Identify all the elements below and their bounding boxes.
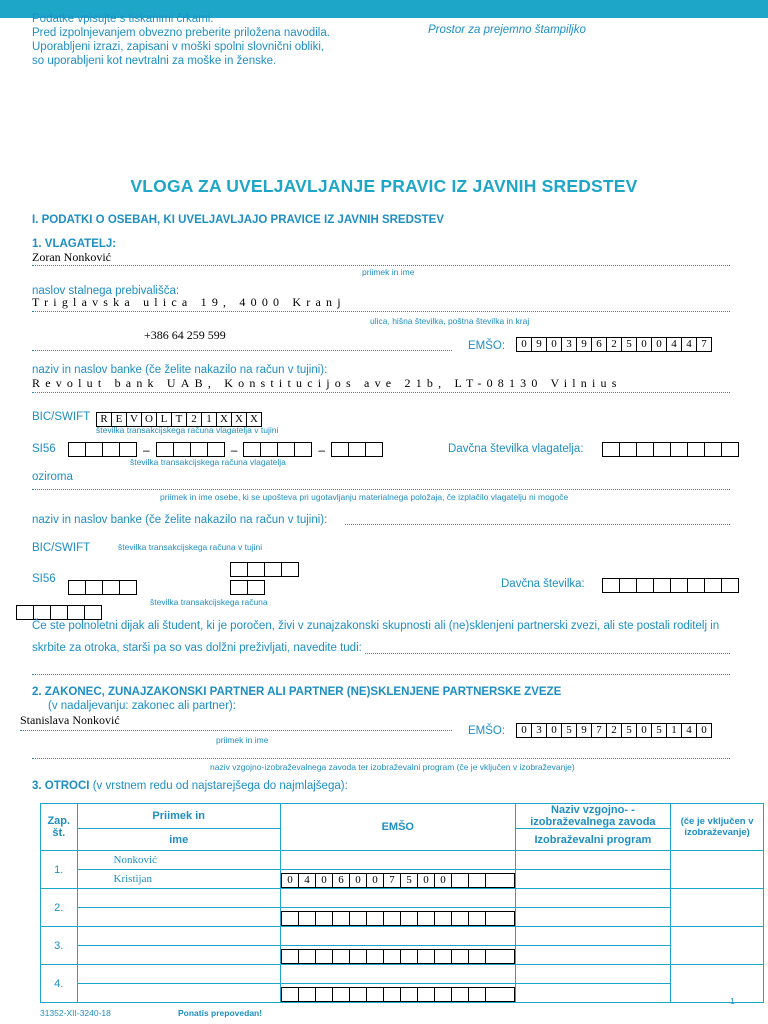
- child-program[interactable]: [515, 908, 670, 927]
- other-person-hint: priimek in ime osebe, ki se upošteva pri ugotavljanju materialnega položaja, če izplačilo vlagatelju ni mogoče: [160, 492, 569, 502]
- box-cell: 0: [282, 874, 299, 887]
- child-name[interactable]: [77, 984, 280, 1003]
- student-note-line1: Če ste polnoletni dijak ali študent, ki je poročen, živi v zunajzakonski skupnosti ali (ne)sklenjeni partnerski zvezi, ali ste postali roditelj in: [32, 620, 720, 632]
- child-school[interactable]: [515, 851, 670, 870]
- child-number: 3.: [41, 927, 78, 965]
- box-cell: [282, 912, 299, 925]
- child-enrolled[interactable]: [671, 889, 764, 927]
- si56-hint: številka transakcijskega računa vlagatelja: [130, 457, 286, 467]
- student-note-line2: skrbite za otroka, starši pa so vas dolžni preživljati, navedite tudi:: [32, 642, 362, 654]
- address-field[interactable]: Triglavska ulica 19, 4000 Kranj: [32, 295, 346, 309]
- si56-block-3[interactable]: [243, 442, 312, 457]
- si56-block-4[interactable]: [331, 442, 383, 457]
- section3-heading-sub: (v vrstnem redu od najstarejšega do najmlajšega):: [92, 780, 348, 792]
- box-cell: [435, 988, 452, 1001]
- col-ime: ime: [77, 829, 280, 851]
- box-cell: [333, 988, 350, 1001]
- box-cell: L: [157, 413, 172, 426]
- box-cell: 0: [637, 724, 652, 737]
- child-school[interactable]: [515, 965, 670, 984]
- box-cell: 7: [701, 338, 707, 350]
- section3-heading-row: [32, 780, 348, 792]
- child-emso-top: [280, 965, 515, 984]
- bank-label: naziv in naslov banke (če želite nakazilo na račun v tujini):: [32, 364, 328, 376]
- box-cell: [384, 912, 401, 925]
- box-cell: [384, 988, 401, 1001]
- box-cell: [486, 988, 502, 1001]
- box-cell: [401, 988, 418, 1001]
- box-cell: 0: [547, 724, 562, 737]
- child-emso-boxes[interactable]: [281, 911, 515, 926]
- child-emso-top: [280, 851, 515, 870]
- phone-field[interactable]: +386 64 259 599: [144, 328, 226, 342]
- section1-heading: I. PODATKI O OSEBAH, KI UVELJAVLJAJO PRAVICE IZ JAVNIH SREDSTEV: [32, 214, 444, 226]
- child-program[interactable]: [515, 870, 670, 889]
- child-emso-boxes[interactable]: [281, 987, 515, 1002]
- child-school[interactable]: [515, 889, 670, 908]
- box-cell: [435, 950, 452, 963]
- bank-line: [32, 392, 730, 393]
- box-cell: 1: [202, 413, 217, 426]
- other-person-line[interactable]: [32, 489, 730, 490]
- box-cell: [316, 988, 333, 1001]
- address-label: naslov stalnega prebivališča:: [32, 285, 180, 297]
- bic-hint-2: številka transakcijskega računa v tujini: [118, 542, 263, 552]
- box-cell: 0: [652, 338, 667, 351]
- box-cell: V: [127, 413, 142, 426]
- child-row-lower: [41, 984, 764, 1003]
- box-cell: [333, 950, 350, 963]
- box-cell: X: [217, 413, 232, 426]
- box-cell: [435, 912, 452, 925]
- child-surname[interactable]: [77, 889, 280, 908]
- partner-emso-boxes[interactable]: [516, 723, 712, 738]
- child-row: [41, 927, 764, 946]
- box-cell: 4: [682, 338, 697, 351]
- child-surname[interactable]: Nonković: [77, 851, 280, 870]
- box-cell: 7: [592, 724, 607, 737]
- box-cell: 4: [299, 874, 316, 887]
- bic-label-2: BIC/SWIFT: [32, 542, 91, 554]
- box-cell: [469, 988, 486, 1001]
- stamp-area-label: Prostor za prejemno štampiljko: [428, 24, 586, 36]
- applicant-name-line: [32, 265, 730, 266]
- section2-sub: (v nadaljevanju: zakonec ali partner):: [48, 700, 236, 712]
- box-cell: 0: [435, 874, 452, 887]
- si56-separator: –: [230, 442, 238, 457]
- box-cell: [350, 950, 367, 963]
- box-cell: 0: [517, 338, 532, 351]
- reprint-notice: Ponatis prepovedan!: [178, 1008, 263, 1018]
- box-cell: [282, 950, 299, 963]
- box-cell: [452, 988, 469, 1001]
- si56-separator: –: [143, 442, 150, 457]
- partner-name-line: [20, 730, 452, 731]
- box-cell: [316, 912, 333, 925]
- col-vkljucen: (če je vključen v izobraževanje): [671, 804, 764, 851]
- child-program[interactable]: [515, 984, 670, 1003]
- child-row-lower: [41, 870, 764, 889]
- child-emso-boxes[interactable]: [281, 949, 515, 964]
- box-cell: [401, 950, 418, 963]
- box-cell: [367, 912, 384, 925]
- box-cell: [469, 950, 486, 963]
- col-zap: Zap. št.: [41, 804, 78, 851]
- box-cell: [401, 912, 418, 925]
- box-cell: 2: [187, 413, 202, 426]
- child-name[interactable]: Kristijan: [77, 870, 280, 889]
- partner-emso-label: EMŠO:: [468, 725, 506, 737]
- box-cell: E: [112, 413, 127, 426]
- bic-hint: številka transakcijskega računa vlagatelja v tujini: [96, 425, 279, 435]
- box-cell: [452, 874, 469, 887]
- child-name[interactable]: [77, 946, 280, 965]
- partner-name-hint: priimek in ime: [216, 735, 269, 745]
- applicant-emso-label: EMŠO:: [468, 340, 506, 352]
- child-program[interactable]: [515, 946, 670, 965]
- box-cell: [350, 912, 367, 925]
- box-cell: [299, 988, 316, 1001]
- si56-hint-2: številka transakcijskega računa: [150, 597, 268, 607]
- tax-label-2: Davčna številka:: [501, 578, 585, 590]
- box-cell: 9: [577, 338, 592, 351]
- oziroma-label: oziroma: [32, 471, 73, 483]
- si56-2-block-c[interactable]: [230, 580, 265, 595]
- applicant-name-hint: priimek in ime: [362, 267, 415, 277]
- si56-2-block-d[interactable]: [16, 605, 102, 620]
- box-cell: 7: [384, 874, 401, 887]
- box-cell: 0: [316, 874, 333, 887]
- child-emso-boxes[interactable]: [281, 873, 515, 888]
- address-hint: ulica, hišna številka, poštna številka in kraj: [370, 316, 530, 326]
- box-cell: [367, 950, 384, 963]
- page-number: 1: [730, 996, 735, 1006]
- partner-school-line[interactable]: [32, 758, 730, 759]
- box-cell: [486, 950, 502, 963]
- applicant-emso-boxes[interactable]: [516, 337, 712, 352]
- tax-boxes-2[interactable]: [602, 578, 739, 593]
- box-cell: 6: [333, 874, 350, 887]
- box-cell: 5: [401, 874, 418, 887]
- si56-block-1[interactable]: [68, 442, 137, 457]
- box-cell: 0: [418, 874, 435, 887]
- child-surname[interactable]: [77, 965, 280, 984]
- box-cell: X: [232, 413, 247, 426]
- box-cell: 3: [562, 338, 577, 351]
- child-number: 2.: [41, 889, 78, 927]
- box-cell: 1: [667, 724, 682, 737]
- box-cell: 0: [547, 338, 562, 351]
- box-cell: 0: [350, 874, 367, 887]
- box-cell: O: [142, 413, 157, 426]
- child-surname[interactable]: [77, 927, 280, 946]
- section2-heading: 2. ZAKONEC, ZUNAJZAKONSKI PARTNER ALI PARTNER (NE)SKLENJENE PARTNERSKE ZVEZE: [32, 686, 562, 698]
- box-cell: 2: [607, 338, 622, 351]
- box-cell: [452, 950, 469, 963]
- child-enrolled[interactable]: [671, 927, 764, 965]
- si56-block-2[interactable]: [156, 442, 225, 457]
- children-table: [40, 803, 764, 1003]
- box-cell: 0: [637, 338, 652, 351]
- bank-line-2[interactable]: [345, 524, 730, 525]
- student-fill-line-1[interactable]: [365, 653, 730, 654]
- child-row: [41, 889, 764, 908]
- child-emso-top: [280, 927, 515, 946]
- box-cell: 0: [701, 724, 707, 736]
- box-cell: [469, 874, 486, 887]
- section3-heading: 3. OTROCI: [32, 780, 90, 792]
- box-cell: [367, 988, 384, 1001]
- child-row-lower: [41, 946, 764, 965]
- col-program: Izobraževalni program: [515, 829, 670, 851]
- bic-label: BIC/SWIFT: [32, 411, 91, 423]
- box-cell: [486, 874, 502, 887]
- box-cell: 2: [607, 724, 622, 737]
- box-cell: [282, 988, 299, 1001]
- child-enrolled[interactable]: [671, 965, 764, 1003]
- box-cell: T: [172, 413, 187, 426]
- box-cell: 5: [622, 338, 637, 351]
- child-number: 1.: [41, 851, 78, 889]
- box-cell: [469, 912, 486, 925]
- si56-2-block-a[interactable]: [230, 562, 299, 577]
- form-title: VLOGA ZA UVELJAVLJANJE PRAVIC IZ JAVNIH SREDSTEV: [130, 176, 638, 196]
- box-cell: [486, 912, 502, 925]
- box-cell: [418, 912, 435, 925]
- partner-name-field[interactable]: Stanislava Nonković: [20, 713, 120, 727]
- applicant-name-field[interactable]: Zoran Nonković: [32, 250, 111, 264]
- box-cell: 5: [562, 724, 577, 737]
- child-school[interactable]: [515, 927, 670, 946]
- box-cell: 6: [592, 338, 607, 351]
- box-cell: 9: [577, 724, 592, 737]
- applicant-heading: 1. VLAGATELJ:: [32, 238, 117, 250]
- col-emso: EMŠO: [280, 804, 515, 851]
- address-line: [32, 311, 730, 312]
- box-cell: [316, 950, 333, 963]
- box-cell: 0: [517, 724, 532, 737]
- intro-instructions: Podatke vpisujte s tiskanimi črkami. Pred izpolnjevanjem obvezno preberite priložena navodila. Uporabljeni izrazi, zapisani v moški spolni slovnični obliki, so uporabljeni kot nevtralni za moške in ženske.: [32, 13, 330, 67]
- col-priimek: Priimek in: [77, 804, 280, 829]
- box-cell: [452, 912, 469, 925]
- si56-2-block-b[interactable]: [68, 580, 137, 595]
- si56-label-2: SI56: [32, 573, 56, 585]
- si56-label: SI56: [32, 443, 56, 455]
- child-row: [41, 851, 764, 870]
- box-cell: 4: [667, 338, 682, 351]
- child-row-lower: [41, 908, 764, 927]
- bank-field[interactable]: Revolut bank UAB, Konstitucijos ave 21b, LT-08130 Vilnius: [32, 376, 622, 390]
- child-enrolled[interactable]: [671, 851, 764, 889]
- child-name[interactable]: [77, 908, 280, 927]
- bank-label-2: naziv in naslov banke (če želite nakazilo na račun v tujini):: [32, 514, 328, 526]
- child-row: [41, 965, 764, 984]
- si56-separator: –: [318, 442, 326, 457]
- box-cell: 5: [622, 724, 637, 737]
- box-cell: 9: [532, 338, 547, 351]
- student-fill-line-2[interactable]: [32, 674, 730, 675]
- box-cell: 0: [367, 874, 384, 887]
- box-cell: [350, 988, 367, 1001]
- applicant-tax-boxes[interactable]: [602, 442, 739, 457]
- box-cell: R: [97, 413, 112, 426]
- box-cell: [333, 912, 350, 925]
- box-cell: X: [250, 413, 258, 425]
- box-cell: [299, 950, 316, 963]
- phone-line: [32, 350, 452, 351]
- box-cell: [299, 912, 316, 925]
- col-zavod: Naziv vzgojno- -izobraževalnega zavoda: [515, 804, 670, 829]
- partner-school-hint: naziv vzgojno-izobraževalnega zavoda ter izobraževalni program (če je vključen v izobraževanje): [210, 762, 575, 772]
- child-number: 4.: [41, 965, 78, 1003]
- box-cell: [384, 950, 401, 963]
- box-cell: [418, 950, 435, 963]
- child-emso-top: [280, 889, 515, 908]
- box-cell: [418, 988, 435, 1001]
- box-cell: 5: [652, 724, 667, 737]
- box-cell: 3: [532, 724, 547, 737]
- applicant-tax-label: Davčna številka vlagatelja:: [448, 443, 584, 455]
- form-code: 31352-XII-3240-18: [40, 1008, 111, 1018]
- si56-account-group[interactable]: [68, 442, 383, 457]
- box-cell: 4: [682, 724, 697, 737]
